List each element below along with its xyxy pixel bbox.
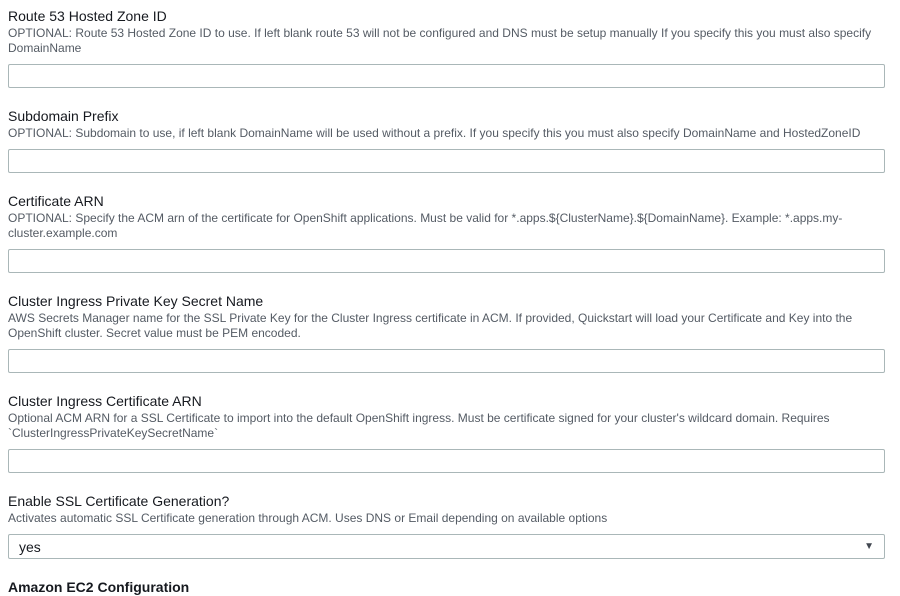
field-label: Cluster Ingress Private Key Secret Name <box>8 293 264 309</box>
section-heading-amazon-ec2-configuration: Amazon EC2 Configuration <box>8 579 190 595</box>
enable-ssl-certificate-generation-select[interactable] <box>8 534 885 559</box>
field-label: Certificate ARN <box>8 193 104 209</box>
field-description: Activates automatic SSL Certificate generation through ACM. Uses DNS or Email depending on available options <box>8 511 608 525</box>
field-label: Enable SSL Certificate Generation? <box>8 493 230 509</box>
field-description: OPTIONAL: Specify the ACM arn of the certificate for OpenShift applications. Must be valid for *.apps.${ClusterName}.${DomainName}. Example: *.apps.my-cluster.example.com <box>8 211 843 240</box>
field-cluster-ingress-private-key-secret-name <box>8 293 885 373</box>
subdomain-prefix-input[interactable] <box>8 149 885 173</box>
certificate-arn-input[interactable] <box>8 249 885 273</box>
dropdown-arrow-icon: ▼ <box>864 540 874 552</box>
field-description: Optional ACM ARN for a SSL Certificate to import into the default OpenShift ingress. Must be certificate signed for your cluster's wildcard domain. Requires `ClusterIngressPrivateKeySecretName` <box>8 411 830 440</box>
cluster-ingress-certificate-arn-input[interactable] <box>8 449 885 473</box>
field-label: Route 53 Hosted Zone ID <box>8 8 167 24</box>
cluster-ingress-private-key-secret-name-input[interactable] <box>8 349 885 373</box>
field-description: OPTIONAL: Subdomain to use, if left blank DomainName will be used without a prefix. If you specify this you must also specify DomainName and HostedZoneID <box>8 126 861 140</box>
field-cluster-ingress-certificate-arn <box>8 393 885 473</box>
field-description: AWS Secrets Manager name for the SSL Private Key for the Cluster Ingress certificate in ACM. If provided, Quickstart will load your Certificate and Key into the OpenShift cluster. Secret value must be PEM encoded. <box>8 311 853 340</box>
route53-hosted-zone-id-input[interactable] <box>8 64 885 88</box>
field-enable-ssl-certificate-generation <box>8 493 885 559</box>
field-description: OPTIONAL: Route 53 Hosted Zone ID to use. If left blank route 53 will not be configured and DNS must be setup manually If you specify this you must also specify DomainName <box>8 26 872 55</box>
field-route53-hosted-zone-id <box>8 8 885 88</box>
field-subdomain-prefix <box>8 108 885 173</box>
field-certificate-arn <box>8 193 885 273</box>
field-label: Cluster Ingress Certificate ARN <box>8 393 202 409</box>
field-label: Subdomain Prefix <box>8 108 119 124</box>
select-selected-value: yes <box>19 538 41 555</box>
